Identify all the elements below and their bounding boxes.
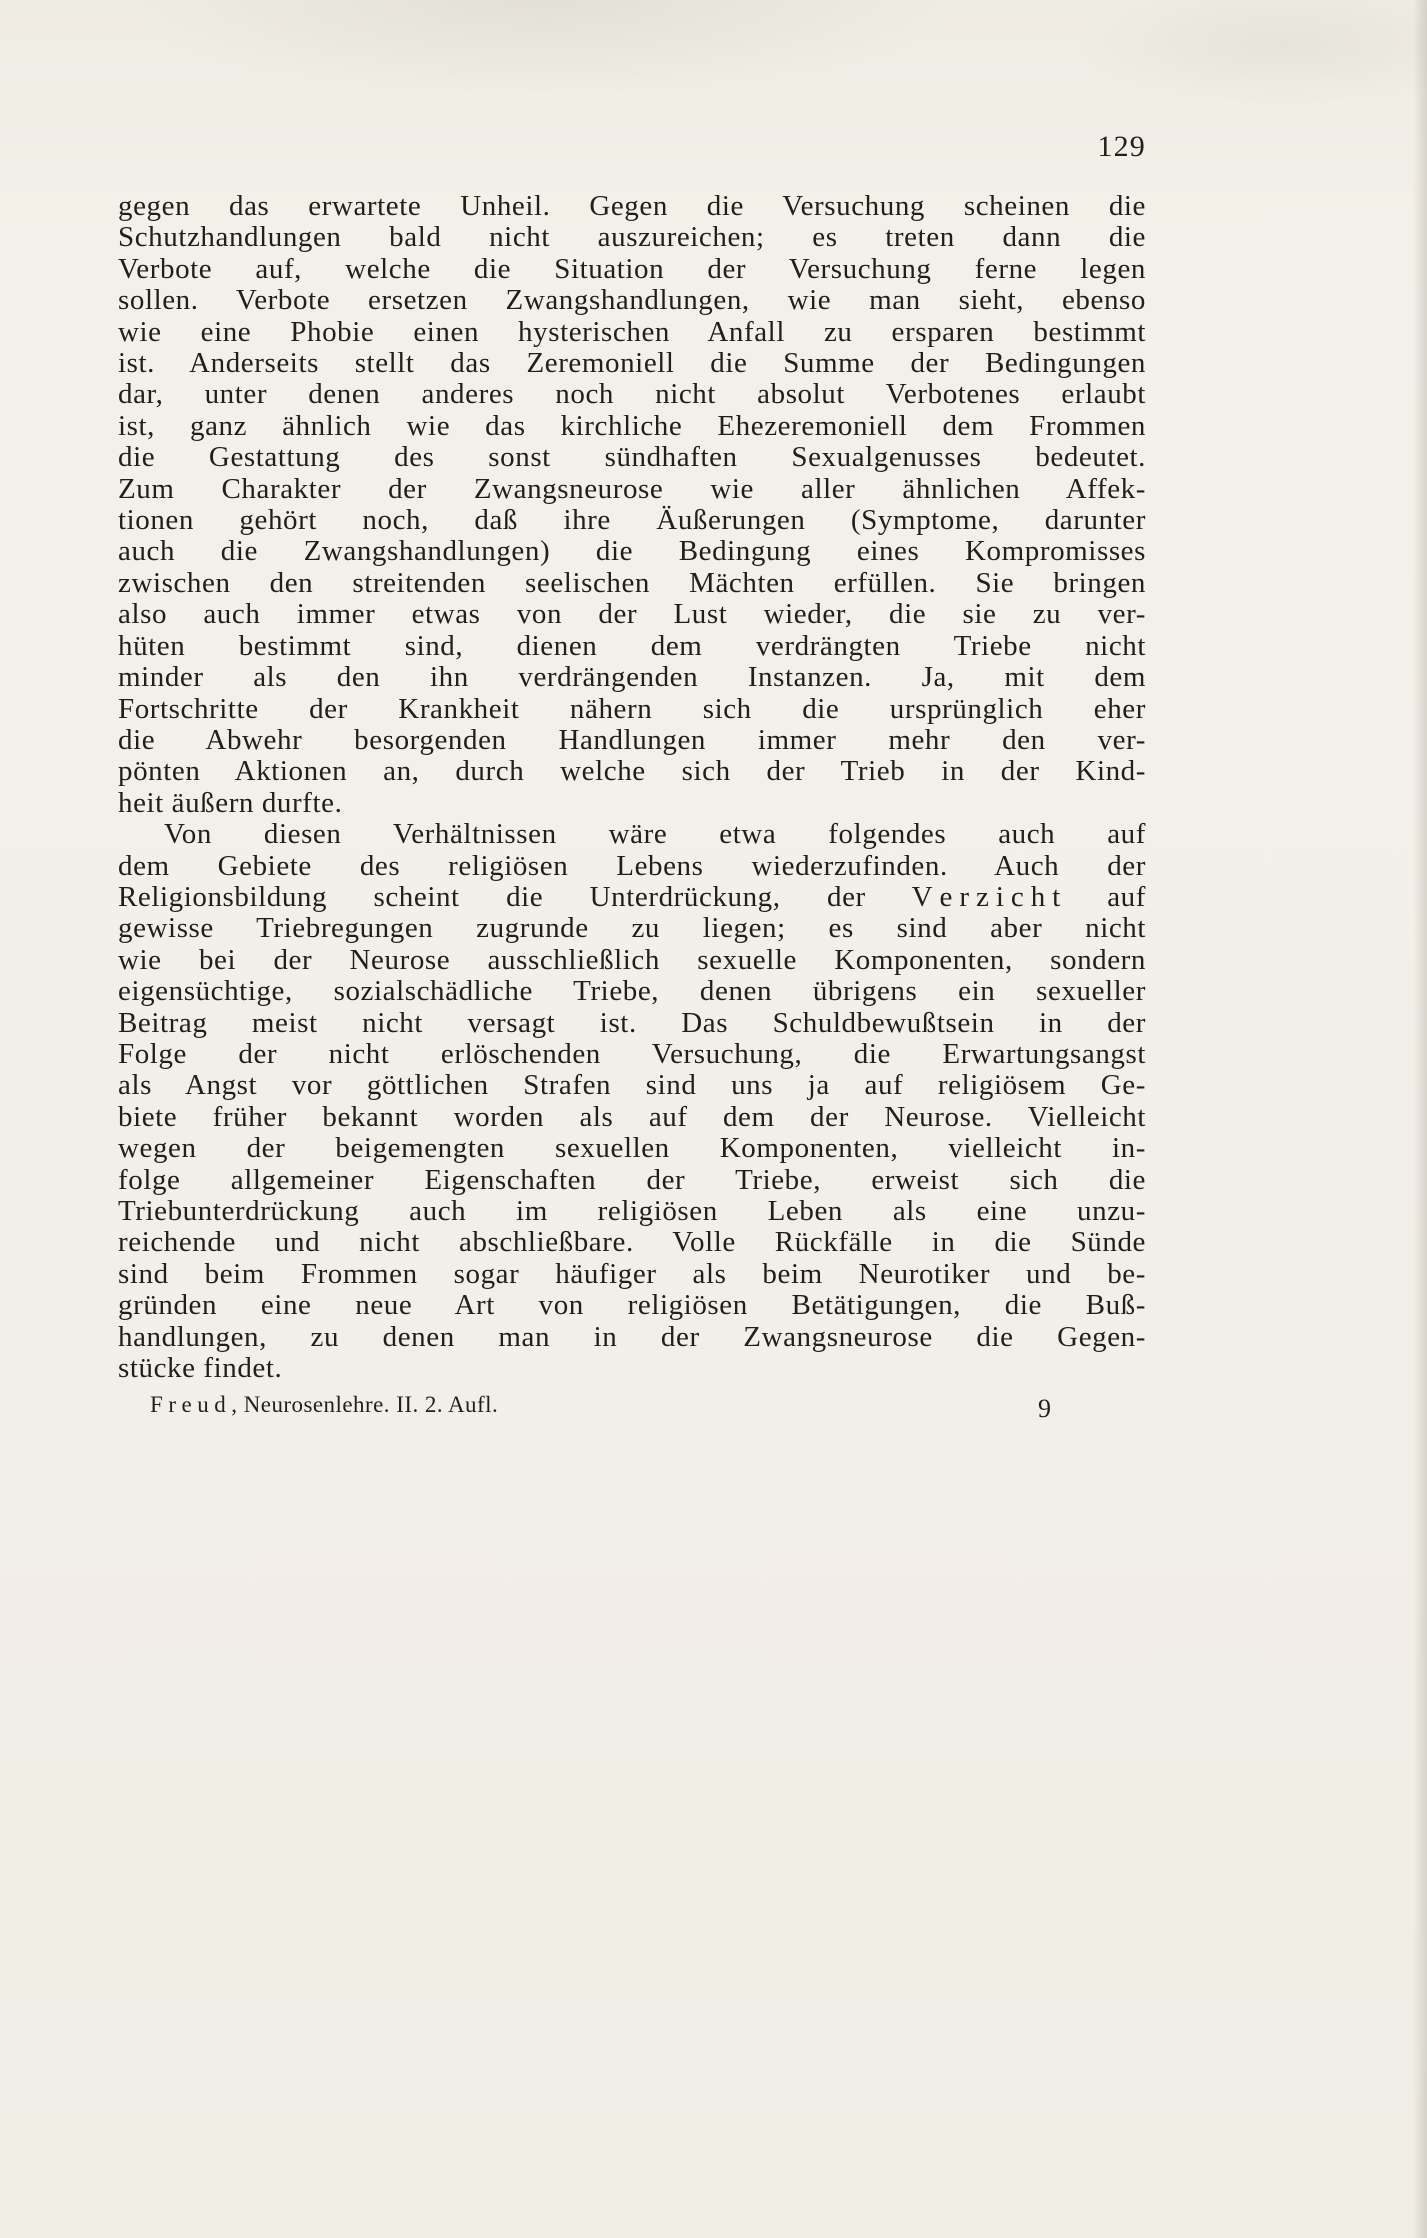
paragraph-1 [118, 191, 1146, 819]
text-line: auch die Zwangshandlungen) die Bedingung eines Kompromisses [118, 535, 1146, 568]
text-line: handlungen, zu denen man in der Zwangsneurose die Gegen- [118, 1320, 1146, 1353]
text-line: Triebunterdrückung auch im religiösen Leben als eine unzu- [118, 1195, 1146, 1227]
text-line: sollen. Verbote ersetzen Zwangshandlungen, wie man sieht, ebenso [118, 284, 1146, 317]
text-line: wegen der beigemengten sexuellen Komponenten, vielleicht in- [118, 1132, 1146, 1165]
text-line: folge allgemeiner Eigenschaften der Triebe, erweist sich die [118, 1163, 1146, 1196]
text-line: Religionsbildung scheint die Unterdrückung, der V e r z i c h t auf [118, 880, 1146, 913]
text-line: Verbote auf, welche die Situation der Versuchung ferne legen [118, 252, 1146, 285]
text-line: gegen das erwartete Unheil. Gegen die Versuchung scheinen die [118, 190, 1146, 222]
text-line: als Angst vor göttlichen Strafen sind uns ja auf religiösem Ge- [118, 1069, 1146, 1102]
text-line: Folge der nicht erlöschenden Versuchung, die Erwartungsangst [118, 1037, 1146, 1070]
text-line: dem Gebiete des religiösen Lebens wiederzufinden. Auch der [118, 849, 1146, 882]
footer-citation: F r e u d , Neurosenlehre. II. 2. Aufl. [150, 1392, 499, 1417]
text-line: Schutzhandlungen bald nicht auszureichen; es treten dann die [118, 221, 1146, 254]
footer-signature-number: 9 [1038, 1394, 1052, 1423]
text-line: die Abwehr besorgenden Handlungen immer mehr den ver- [118, 723, 1146, 756]
text-line: Zum Charakter der Zwangsneurose wie aller ähnlichen Affek- [118, 472, 1146, 505]
text-line: wie eine Phobie einen hysterischen Anfall zu ersparen bestimmt [118, 315, 1146, 348]
text-line: sind beim Frommen sogar häufiger als beim Neurotiker und be- [118, 1257, 1146, 1290]
text-line: dar, unter denen anderes noch nicht absolut Verbotenes erlaubt [118, 378, 1146, 411]
text-line: Fortschritte der Krankheit nähern sich die ursprünglich eher [118, 692, 1146, 725]
text-line: heit äußern durfte. [118, 786, 343, 819]
text-line: ist, ganz ähnlich wie das kirchliche Ehezeremoniell dem Frommen [118, 409, 1146, 442]
text-line: also auch immer etwas von der Lust wieder, die sie zu ver- [118, 598, 1146, 631]
text-line: pönten Aktionen an, durch welche sich der Trieb in der Kind- [118, 755, 1146, 788]
text-line: Beitrag meist nicht versagt ist. Das Schuldbewußtsein in der [118, 1006, 1146, 1039]
text-line: die Gestattung des sonst sündhaften Sexualgenusses bedeutet. [118, 441, 1146, 474]
text-line: reichende und nicht abschließbare. Volle Rückfälle in die Sünde [118, 1226, 1146, 1259]
text-line: tionen gehört noch, daß ihre Äußerungen (Symptome, darunter [118, 504, 1146, 537]
text-line: wie bei der Neurose ausschließlich sexuelle Komponenten, sondern [118, 943, 1146, 976]
text-line: biete früher bekannt worden als auf dem der Neurose. Vielleicht [118, 1100, 1146, 1133]
text-line: stücke findet. [118, 1352, 283, 1385]
text-line: eigensüchtige, sozialschädliche Triebe, denen übrigens ein sexueller [118, 975, 1146, 1008]
page-number: 129 [1097, 130, 1146, 163]
text-line: minder als den ihn verdrängenden Instanzen. Ja, mit dem [118, 661, 1146, 694]
text-line: gewisse Triebregungen zugrunde zu liegen; es sind aber nicht [118, 912, 1146, 945]
text-line: zwischen den streitenden seelischen Mächten erfüllen. Sie bringen [118, 566, 1146, 599]
text-line: ist. Anderseits stellt das Zeremoniell die Summe der Bedingungen [118, 347, 1146, 380]
text-line: hüten bestimmt sind, dienen dem verdrängten Triebe nicht [118, 629, 1146, 662]
body-text [118, 191, 1146, 1384]
text-line: Von diesen Verhältnissen wäre etwa folgendes auch auf [164, 818, 1146, 851]
text-line: gründen eine neue Art von religiösen Betätigungen, die Buß- [118, 1289, 1146, 1322]
paragraph-2 [118, 819, 1146, 1384]
